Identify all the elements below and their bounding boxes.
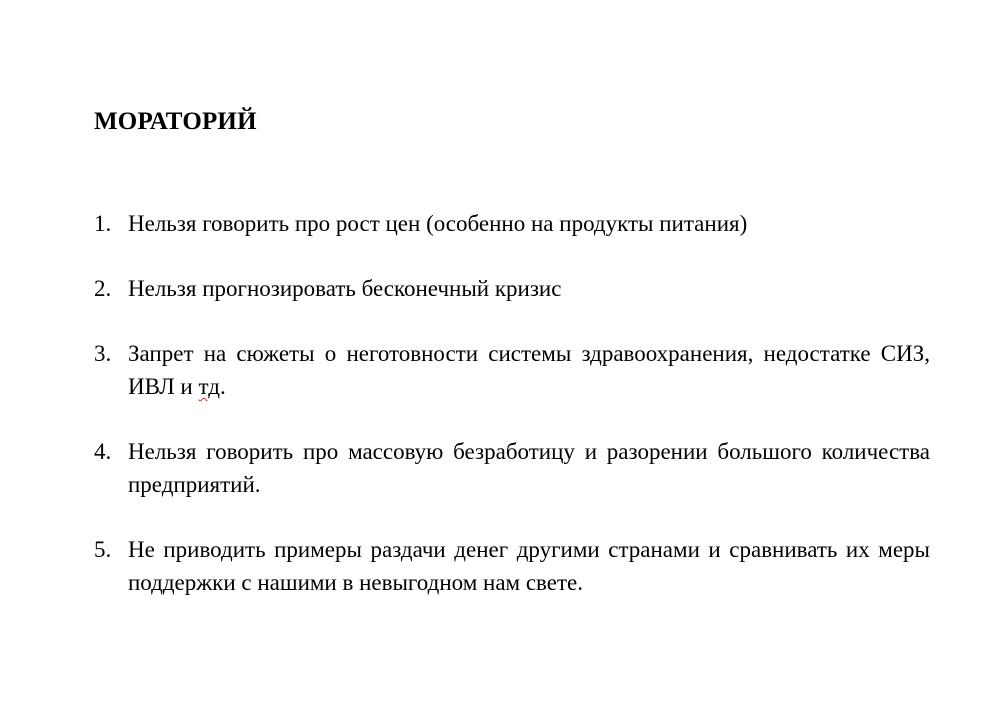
list-item-text: Не приводить примеры раздачи денег другими странами и сравнивать их меры поддержки с нашими в невыгодном нам свете.: [128, 537, 930, 595]
list-item: [94, 337, 930, 403]
list-item: [94, 533, 930, 599]
list-item: [94, 272, 930, 305]
list-item-number: 1.: [94, 211, 112, 236]
list-item-number: 5.: [94, 537, 112, 562]
list-item-number: 4.: [94, 439, 112, 464]
numbered-list: [94, 207, 930, 599]
document-title: МОРАТОРИЙ: [94, 108, 257, 135]
list-item-text: Нельзя прогнозировать бесконечный кризис: [128, 276, 562, 301]
list-item-text: Запрет на сюжеты о неготовности системы здравоохранения, недостатке СИЗ, ИВЛ и: [128, 341, 930, 399]
list-item-text-wrapper: [128, 337, 930, 403]
spellcheck-flagged-word[interactable]: тд: [198, 374, 220, 399]
list-item-number: 3.: [94, 341, 112, 366]
list-item-text: Нельзя говорить про массовую безработицу и разорении большого количества предприятий.: [128, 439, 930, 497]
list-item-text-end: .: [219, 374, 226, 399]
list-item-text: Нельзя говорить про рост цен (особенно на продукты питания): [128, 211, 748, 236]
list-item: [94, 207, 930, 240]
list-item: [94, 435, 930, 501]
list-item-number: 2.: [94, 276, 112, 301]
